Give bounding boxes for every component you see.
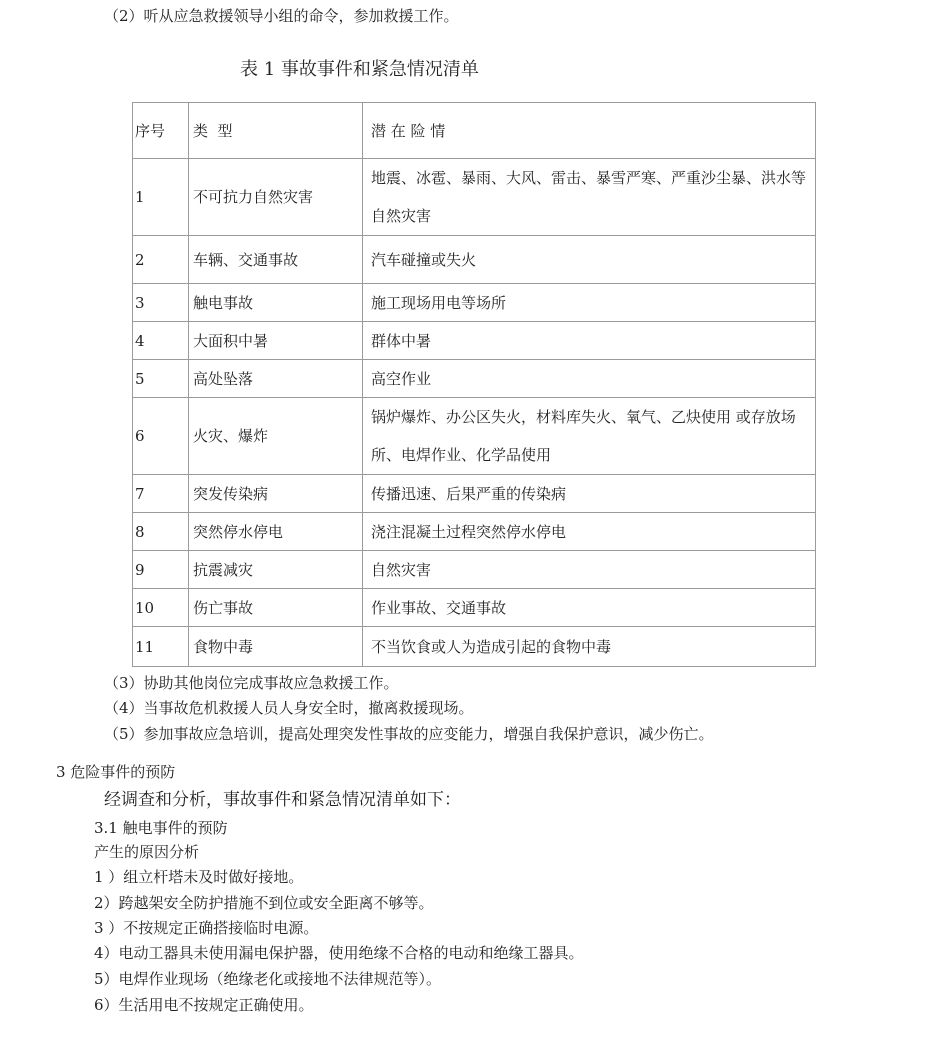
row-risk: 地震、冰雹、暴雨、大风、雷击、暴雪严寒、严重沙尘暴、洪水等自然灾害 [363, 159, 816, 236]
row-type: 不可抗力自然灾害 [189, 159, 363, 236]
table-row [133, 475, 816, 513]
duty-item: （4）当事故危机救援人员人身安全时，撤离救援现场。 [104, 699, 474, 717]
row-risk: 传播迅速、后果严重的传染病 [363, 475, 816, 513]
table-row [133, 159, 816, 236]
table-row [133, 627, 816, 667]
subsection-heading: 3.1 触电事件的预防 [94, 819, 228, 837]
row-number: 11 [133, 627, 189, 667]
row-type: 车辆、交通事故 [189, 236, 363, 284]
duty-item: （3）协助其他岗位完成事故应急救援工作。 [104, 674, 399, 692]
intro-line: （2）听从应急救援领导小组的命令，参加救援工作。 [104, 7, 459, 25]
table-row [133, 284, 816, 322]
row-number: 2 [133, 236, 189, 284]
row-number: 9 [133, 551, 189, 589]
row-number: 4 [133, 322, 189, 360]
row-number: 7 [133, 475, 189, 513]
row-type: 高处坠落 [189, 360, 363, 398]
table-row [133, 398, 816, 475]
row-risk: 高空作业 [363, 360, 816, 398]
row-number: 5 [133, 360, 189, 398]
row-number: 3 [133, 284, 189, 322]
row-type: 突发传染病 [189, 475, 363, 513]
row-number: 8 [133, 513, 189, 551]
table-caption: 表 1 事故事件和紧急情况清单 [240, 59, 479, 80]
row-number: 1 [133, 159, 189, 236]
row-risk: 群体中暑 [363, 322, 816, 360]
cause-item: 4）电动工器具未使用漏电保护器，使用绝缘不合格的电动和绝缘工器具。 [94, 944, 584, 962]
duty-item: （5）参加事故应急培训，提高处理突发性事故的应变能力，增强自我保护意识，减少伤亡。 [104, 725, 714, 743]
section-heading: 3 危险事件的预防 [56, 763, 176, 781]
row-type: 突然停水停电 [189, 513, 363, 551]
row-risk: 锅炉爆炸、办公区失火，材料库失火、氧气、乙炔使用 或存放场所、电焊作业、化学品使用 [363, 398, 816, 475]
row-type: 抗震减灾 [189, 551, 363, 589]
row-risk: 作业事故、交通事故 [363, 589, 816, 627]
row-risk: 汽车碰撞或失火 [363, 236, 816, 284]
header-number: 序号 [133, 103, 189, 159]
cause-item: 3 ）不按规定正确搭接临时电源。 [94, 919, 319, 937]
row-type: 大面积中暑 [189, 322, 363, 360]
cause-heading: 产生的原因分析 [94, 843, 200, 861]
row-type: 触电事故 [189, 284, 363, 322]
row-risk: 施工现场用电等场所 [363, 284, 816, 322]
header-risk: 潜 在 险 情 [363, 103, 816, 159]
row-type: 食物中毒 [189, 627, 363, 667]
cause-item: 2）跨越架安全防护措施不到位或安全距离不够等。 [94, 894, 434, 912]
cause-item: 5）电焊作业现场（绝缘老化或接地不法律规范等）。 [94, 970, 442, 988]
section-intro: 经调查和分析，事故事件和紧急情况清单如下： [104, 790, 461, 810]
table-header-row [133, 103, 816, 159]
table-row [133, 236, 816, 284]
cause-item: 1 ）组立杆塔未及时做好接地。 [94, 868, 304, 886]
table-row [133, 551, 816, 589]
row-number: 10 [133, 589, 189, 627]
row-type: 伤亡事故 [189, 589, 363, 627]
row-type: 火灾、爆炸 [189, 398, 363, 475]
risk-table [132, 102, 816, 667]
table-row [133, 322, 816, 360]
row-risk: 不当饮食或人为造成引起的食物中毒 [363, 627, 816, 667]
table-row [133, 589, 816, 627]
table-row [133, 360, 816, 398]
cause-item: 6）生活用电不按规定正确使用。 [94, 996, 314, 1014]
table-row [133, 513, 816, 551]
row-risk: 自然灾害 [363, 551, 816, 589]
row-number: 6 [133, 398, 189, 475]
row-risk: 浇注混凝土过程突然停水停电 [363, 513, 816, 551]
header-type: 类 型 [189, 103, 363, 159]
